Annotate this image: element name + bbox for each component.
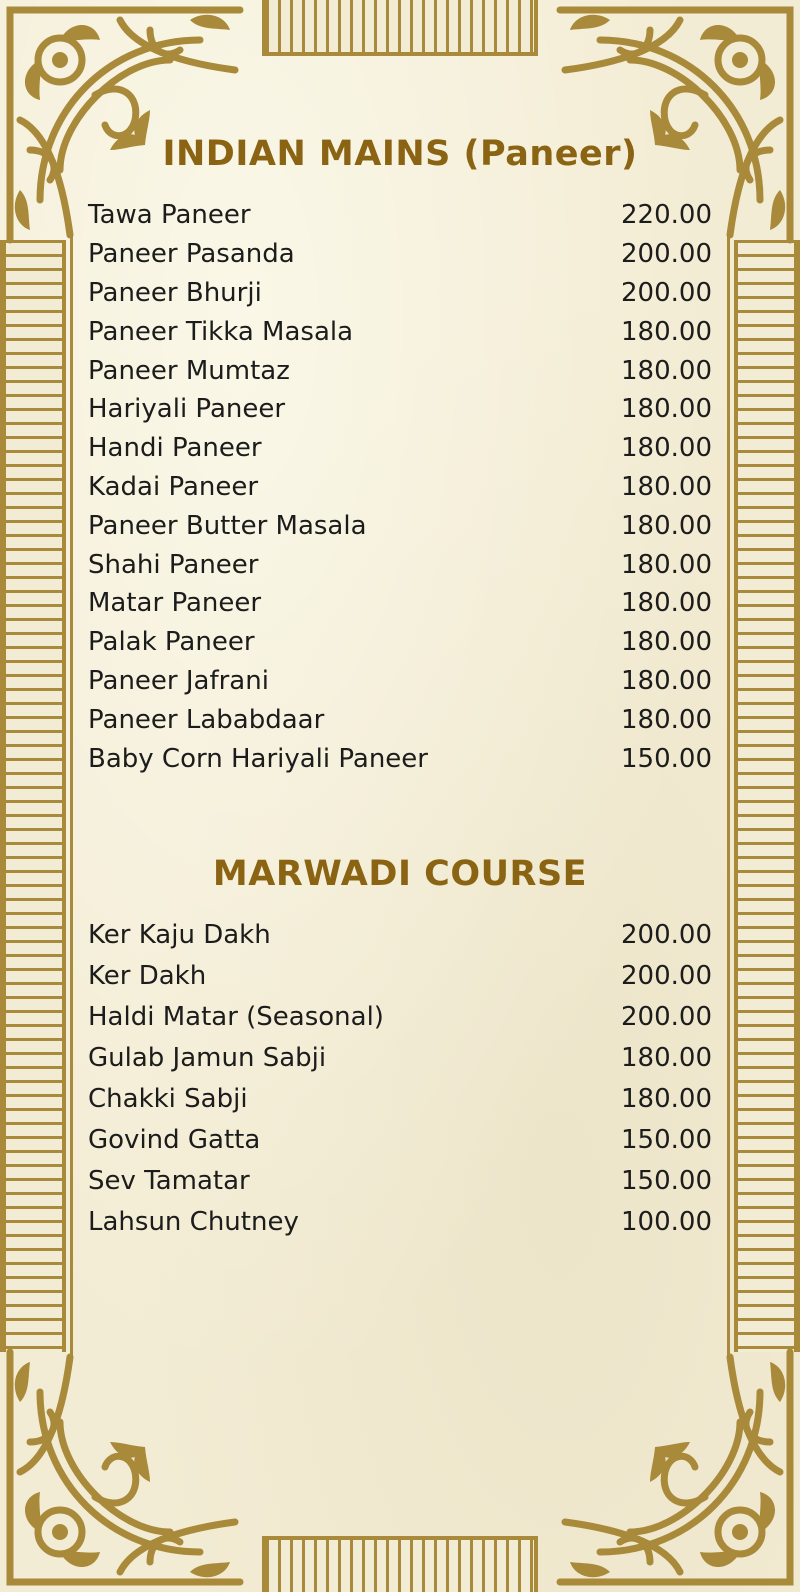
menu-content [88,0,712,1592]
menu-item [88,429,712,468]
menu-item-price: 200.00 [621,277,712,308]
menu-item [88,235,712,274]
menu-item-price: 100.00 [621,1206,712,1237]
menu-item-price: 180.00 [621,355,712,386]
menu-item [88,955,712,996]
right-border-band [734,240,800,1352]
menu-item-price: 200.00 [621,1001,712,1032]
menu-item [88,468,712,507]
menu-item-name: Paneer Butter Masala [88,510,367,541]
menu-item-name: Palak Paneer [88,627,255,658]
menu-item-price: 180.00 [621,549,712,580]
menu-item [88,1119,712,1160]
menu-item-name: Sev Tamatar [88,1165,250,1196]
menu-item-name: Paneer Tikka Masala [88,316,354,347]
left-border-band [0,240,66,1352]
menu-item-price: 180.00 [621,471,712,502]
menu-item [88,914,712,955]
menu-item [88,196,712,235]
menu-item-price: 180.00 [621,1042,712,1073]
menu-item-name: Tawa Paneer [88,200,251,231]
menu-item-name: Ker Kaju Dakh [88,919,271,950]
section-title-indian-mains: INDIAN MAINS (Paneer) [162,134,638,174]
section-title-marwadi-course: MARWADI COURSE [212,854,588,894]
menu-item [88,1201,712,1242]
menu-item [88,700,712,739]
menu-item-price: 180.00 [621,704,712,735]
menu-item-price: 180.00 [621,394,712,425]
menu-item-name: Haldi Matar (Seasonal) [88,1001,384,1032]
menu-item-price: 180.00 [621,433,712,464]
menu-item [88,584,712,623]
menu-item-name: Baby Corn Hariyali Paneer [88,743,428,774]
indian-mains-list [88,196,712,778]
left-border-line [70,230,73,1362]
menu-item-name: Paneer Mumtaz [88,355,290,386]
menu-item [88,545,712,584]
menu-item-price: 220.00 [621,200,712,231]
menu-item-price: 180.00 [621,627,712,658]
menu-item [88,1037,712,1078]
menu-item-name: Lahsun Chutney [88,1206,299,1237]
menu-item [88,1160,712,1201]
menu-item-price: 180.00 [621,316,712,347]
menu-item-price: 200.00 [621,960,712,991]
menu-item-price: 150.00 [621,1165,712,1196]
menu-item [88,390,712,429]
right-border-line [727,230,730,1362]
menu-item [88,662,712,701]
menu-item-name: Shahi Paneer [88,549,259,580]
menu-item-name: Paneer Lababdaar [88,704,325,735]
menu-item [88,1078,712,1119]
menu-item-name: Govind Gatta [88,1124,261,1155]
menu-item-name: Paneer Bhurji [88,277,262,308]
menu-item-price: 150.00 [621,743,712,774]
menu-item [88,623,712,662]
menu-item [88,274,712,313]
menu-item-price: 200.00 [621,919,712,950]
menu-item [88,312,712,351]
menu-item-price: 180.00 [621,665,712,696]
menu-item [88,506,712,545]
menu-item-name: Matar Paneer [88,588,262,619]
menu-item-price: 180.00 [621,588,712,619]
menu-item-name: Gulab Jamun Sabji [88,1042,327,1073]
menu-item-name: Handi Paneer [88,433,262,464]
menu-item-name: Hariyali Paneer [88,394,286,425]
menu-item-name: Kadai Paneer [88,471,259,502]
menu-item-name: Paneer Pasanda [88,239,295,270]
menu-item-price: 180.00 [621,1083,712,1114]
menu-item-name: Paneer Jafrani [88,665,269,696]
menu-item [88,996,712,1037]
menu-item-name: Ker Dakh [88,960,207,991]
menu-item-price: 200.00 [621,239,712,270]
marwadi-course-list [88,914,712,1242]
menu-item-name: Chakki Sabji [88,1083,248,1114]
menu-item [88,739,712,778]
menu-item-price: 150.00 [621,1124,712,1155]
menu-item [88,351,712,390]
menu-item-price: 180.00 [621,510,712,541]
